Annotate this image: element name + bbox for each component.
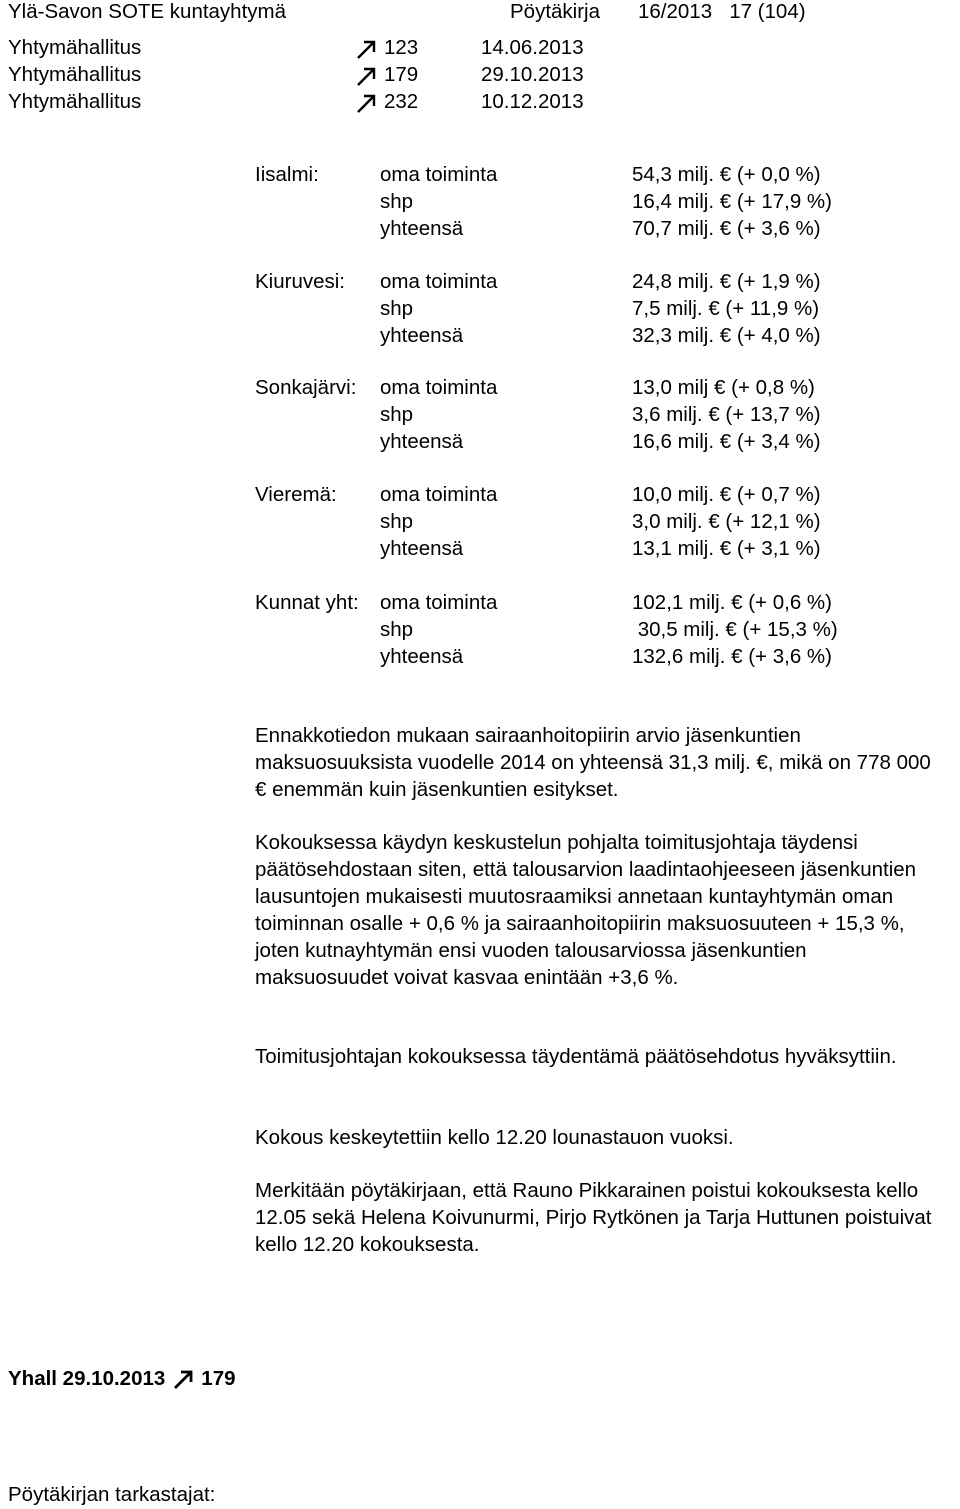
- inspectors-label: Pöytäkirjan tarkastajat:: [8, 1483, 216, 1506]
- finance-item: oma toiminta: [380, 163, 498, 186]
- finance-row: [0, 374, 960, 401]
- paragraph-approval: Toimitusjohtajan kokouksessa täydentämä päätösehdotus hyväksyttiin.: [255, 1045, 897, 1068]
- signature-number: 179: [201, 1367, 236, 1390]
- finance-item: oma toiminta: [380, 591, 498, 614]
- paragraph-discussion: Kokouksessa käydyn keskustelun pohjalta toimitusjohtaja täydensi päätösehdostaan siten, että talousarvion laadintaohjeeseen jäsenkuntien lausuntojen mukaisesti muutosraamiksi annetaan kuntayhtymän oman toiminnan osalle + 0,6 % ja sairaanhoitopiirin maksuosuuteen + 15,3 %, joten kutnayhtymän ensi vuoden talousarviossa jäsenkuntien maksuosuudet voivat kasvaa enintään +3,6 %.: [255, 831, 917, 989]
- paragraph-attendance: Merkitään pöytäkirjaan, että Rauno Pikkarainen poistui kokouksesta kello 12.05 sekä Helena Koivunurmi, Pirjo Rytkönen ja Tarja Huttunen poistuivat kello 12.20 kokouksesta.: [255, 1179, 932, 1256]
- arrow-icon: [356, 92, 378, 114]
- reference-date: 14.06.2013: [481, 36, 584, 59]
- finance-value: 16,6 milj. € (+ 3,4 %): [632, 430, 821, 453]
- finance-value: 16,4 milj. € (+ 17,9 %): [632, 190, 832, 213]
- reference-board: Yhtymähallitus: [8, 36, 142, 59]
- finance-value: 7,5 milj. € (+ 11,9 %): [632, 297, 820, 320]
- finance-value: 102,1 milj. € (+ 0,6 %): [632, 591, 832, 614]
- municipality-name: Iisalmi:: [255, 163, 319, 186]
- organization-name: Ylä-Savon SOTE kuntayhtymä: [8, 0, 287, 23]
- finance-row: [0, 508, 960, 535]
- signature-label: Yhall 29.10.2013: [8, 1367, 166, 1390]
- finance-value: 13,1 milj. € (+ 3,1 %): [632, 537, 821, 560]
- finance-row: [0, 295, 960, 322]
- arrow-icon: [356, 65, 378, 87]
- finance-value: 3,0 milj. € (+ 12,1 %): [632, 510, 821, 533]
- finance-item: yhteensä: [380, 645, 464, 668]
- finance-row: [0, 535, 960, 562]
- finance-item: oma toiminta: [380, 376, 498, 399]
- reference-number: 123: [384, 36, 419, 59]
- finance-item: shp: [380, 190, 414, 213]
- reference-number: 179: [384, 63, 419, 86]
- finance-value: 30,5 milj. € (+ 15,3 %): [632, 618, 838, 641]
- paragraph-break: Kokous keskeytettiin kello 12.20 lounastauon vuoksi.: [255, 1126, 734, 1149]
- finance-row: [0, 428, 960, 455]
- municipality-name: Kiuruvesi:: [255, 270, 346, 293]
- finance-item: shp: [380, 297, 414, 320]
- finance-row: [0, 643, 960, 670]
- municipality-name: Vieremä:: [255, 483, 337, 506]
- finance-value: 132,6 milj. € (+ 3,6 %): [632, 645, 832, 668]
- finance-row: [0, 481, 960, 508]
- finance-row: [0, 322, 960, 349]
- page-reference: 16/2013 17 (104): [638, 0, 806, 23]
- finance-row: [0, 616, 960, 643]
- finance-row: [0, 268, 960, 295]
- finance-item: yhteensä: [380, 217, 464, 240]
- finance-item: yhteensä: [380, 324, 464, 347]
- finance-row: [0, 161, 960, 188]
- finance-value: 32,3 milj. € (+ 4,0 %): [632, 324, 821, 347]
- arrow-icon: [356, 38, 378, 60]
- finance-item: shp: [380, 510, 414, 533]
- finance-value: 13,0 milj € (+ 0,8 %): [632, 376, 815, 399]
- finance-item: oma toiminta: [380, 483, 498, 506]
- finance-item: shp: [380, 403, 414, 426]
- finance-row: [0, 188, 960, 215]
- finance-item: yhteensä: [380, 430, 464, 453]
- municipality-name: Kunnat yht:: [255, 591, 359, 614]
- finance-value: 3,6 milj. € (+ 13,7 %): [632, 403, 821, 426]
- document-type: Pöytäkirja: [510, 0, 601, 23]
- finance-value: 54,3 milj. € (+ 0,0 %): [632, 163, 821, 186]
- arrow-icon: [173, 1368, 195, 1390]
- finance-value: 24,8 milj. € (+ 1,9 %): [632, 270, 821, 293]
- finance-row: [0, 215, 960, 242]
- finance-item: shp: [380, 618, 414, 641]
- signature-reference: [8, 1365, 236, 1392]
- reference-date: 29.10.2013: [481, 63, 584, 86]
- municipality-name: Sonkajärvi:: [255, 376, 357, 399]
- reference-number: 232: [384, 90, 419, 113]
- finance-value: 70,7 milj. € (+ 3,6 %): [632, 217, 821, 240]
- finance-value: 10,0 milj. € (+ 0,7 %): [632, 483, 821, 506]
- paragraph-estimate: Ennakkotiedon mukaan sairaanhoitopiirin arvio jäsenkuntien maksuosuuksista vuodelle 2014 on yhteensä 31,3 milj. €, mikä on 778 000 € enemmän kuin jäsenkuntien esitykset.: [255, 724, 931, 801]
- finance-row: [0, 401, 960, 428]
- reference-date: 10.12.2013: [481, 90, 584, 113]
- finance-row: [0, 589, 960, 616]
- reference-board: Yhtymähallitus: [8, 90, 142, 113]
- finance-item: oma toiminta: [380, 270, 498, 293]
- finance-item: yhteensä: [380, 537, 464, 560]
- reference-board: Yhtymähallitus: [8, 63, 142, 86]
